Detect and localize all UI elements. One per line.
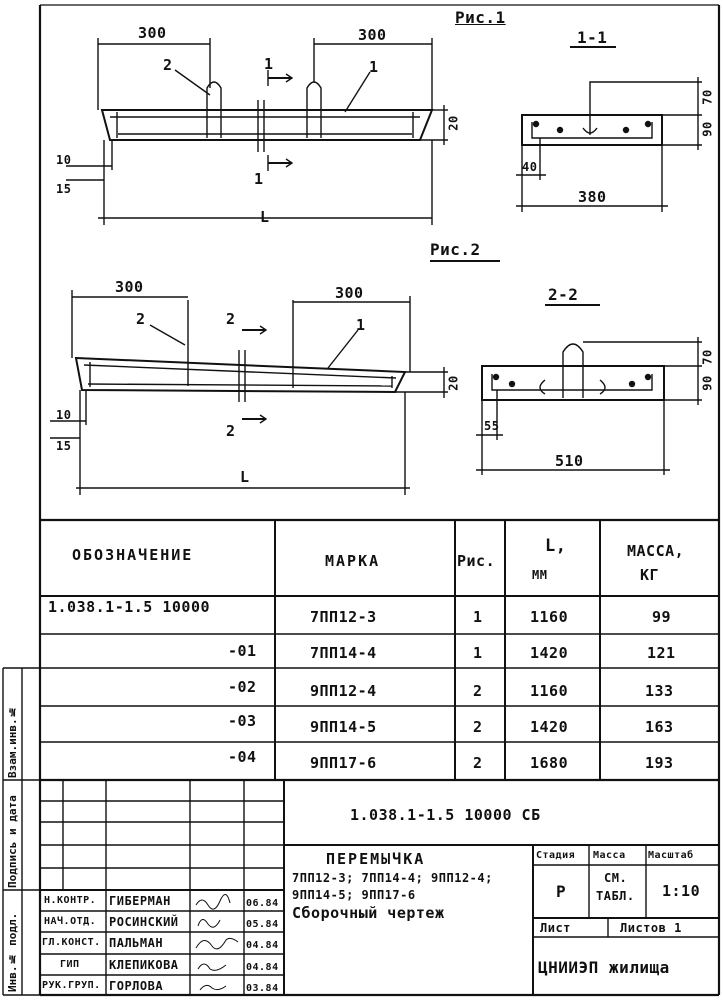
stamp-inv-orig: Инв.№ подл. <box>6 912 19 992</box>
row-designation: -04 <box>228 748 257 766</box>
row-mark: 7ПП12-3 <box>310 608 377 626</box>
fig1-length: L <box>260 208 270 226</box>
staff-date: 06.84 <box>246 898 279 909</box>
fig1-dim-15: 15 <box>56 182 72 196</box>
fig1-elevation <box>66 38 448 225</box>
row-length: 1160 <box>530 608 569 626</box>
section2-width: 510 <box>555 452 584 470</box>
row-fig: 2 <box>473 718 483 736</box>
header-fig: Рис. <box>457 552 496 570</box>
staff-date: 04.84 <box>246 962 279 973</box>
doc-code: 1.038.1-1.5 10000 СБ <box>350 806 541 824</box>
fig2-section-mark-bottom: 2 <box>226 422 236 440</box>
signature-gorlova <box>200 985 226 990</box>
section1-title: 1-1 <box>577 28 608 47</box>
stage-value: Р <box>556 882 567 901</box>
fig1-title: Рис.1 <box>455 8 506 27</box>
row-designation: -01 <box>228 642 257 660</box>
header-mark: МАРКА <box>325 552 381 570</box>
scale-value: 1:10 <box>662 882 701 900</box>
staff-name: ГОРЛОВА <box>109 979 164 993</box>
row-fig: 1 <box>473 608 483 626</box>
header-length: L, <box>545 536 567 556</box>
fig2-elevation <box>50 261 500 495</box>
mass-value-line2: ТАБЛ. <box>596 889 635 903</box>
fig1-callout-2: 2 <box>163 56 173 74</box>
row-mass: 99 <box>652 608 672 626</box>
signature-giberman <box>196 894 230 909</box>
sheet-label: Лист <box>540 921 571 935</box>
row-mass: 163 <box>645 718 674 736</box>
staff-name: ГИБЕРМАН <box>109 894 171 908</box>
row-designation: -03 <box>228 712 257 730</box>
fig2-length: L <box>240 468 250 486</box>
sheet-frame <box>40 5 719 995</box>
fig2-callout-1: 1 <box>356 316 366 334</box>
header-length-unit: ММ <box>532 568 548 582</box>
row-mark: 9ПП17-6 <box>310 754 377 772</box>
section1-dim-40: 40 <box>522 160 538 174</box>
staff-name: КЛЕПИКОВА <box>109 958 179 972</box>
mass-label: Масса <box>593 850 626 861</box>
section1-dim-90: 90 <box>700 121 715 137</box>
row-mark: 7ПП14-4 <box>310 644 377 662</box>
row-mass: 193 <box>645 754 674 772</box>
fig1-section-mark-top: 1 <box>264 55 274 73</box>
row-length: 1160 <box>530 682 569 700</box>
row-mark: 9ПП14-5 <box>310 718 377 736</box>
section2-dim-55: 55 <box>484 419 500 433</box>
staff-role: ГИП <box>60 959 80 970</box>
fig2-section-mark-top: 2 <box>226 310 236 328</box>
fig1-dim-20: 20 <box>446 115 461 131</box>
product-marks-line1: 7ПП12-3; 7ПП14-4; 9ПП12-4; <box>292 871 493 885</box>
sheets-label: Листов 1 <box>620 921 682 935</box>
row-length: 1680 <box>530 754 569 772</box>
signature-klepikova <box>198 964 226 970</box>
drawing-type: Сборочный чертеж <box>292 904 445 922</box>
fig1-dim-right: 300 <box>358 26 387 44</box>
row-mass: 133 <box>645 682 674 700</box>
header-mass: МАССА, <box>627 542 685 560</box>
row-length: 1420 <box>530 718 569 736</box>
row-designation: 1.038.1-1.5 10000 <box>48 598 211 616</box>
stamp-signature-date: Подпись и дата <box>6 795 19 888</box>
staff-role: НАЧ.ОТД. <box>44 916 97 927</box>
stage-label: Стадия <box>536 850 576 861</box>
staff-role: ГЛ.КОНСТ. <box>42 937 101 948</box>
mass-value-line1: СМ. <box>604 871 628 885</box>
section1-width: 380 <box>578 188 607 206</box>
fig1-section-mark-bottom: 1 <box>254 170 264 188</box>
signature-rosinsky <box>198 919 220 927</box>
fig1-dim-left: 300 <box>138 24 167 42</box>
fig2-dim-left: 300 <box>115 278 144 296</box>
scale-label: Масштаб <box>648 850 694 861</box>
staff-name: ПАЛЬМАН <box>109 936 164 950</box>
section2-dim-70: 70 <box>700 349 715 365</box>
fig2-title: Рис.2 <box>430 240 481 259</box>
row-fig: 1 <box>473 644 483 662</box>
row-mass: 121 <box>647 644 676 662</box>
stamp-replace-inv: Взам.инв.№ <box>6 705 19 778</box>
row-fig: 2 <box>473 682 483 700</box>
row-length: 1420 <box>530 644 569 662</box>
row-fig: 2 <box>473 754 483 772</box>
signature-palman <box>196 938 238 949</box>
fig2-dim-right: 300 <box>335 284 364 302</box>
section2-title: 2-2 <box>548 285 579 304</box>
product-name: ПЕРЕМЫЧКА <box>326 850 426 868</box>
staff-role: РУК.ГРУП. <box>42 980 101 991</box>
section1-view <box>516 47 702 212</box>
row-mark: 9ПП12-4 <box>310 682 377 700</box>
product-marks-line2: 9ПП14-5; 9ПП17-6 <box>292 888 416 902</box>
section1-dim-70: 70 <box>700 89 715 105</box>
fig1-callout-1: 1 <box>369 58 379 76</box>
section2-dim-90: 90 <box>700 375 715 391</box>
staff-date: 03.84 <box>246 983 279 994</box>
fig2-dim-20: 20 <box>446 375 461 391</box>
row-designation: -02 <box>228 678 257 696</box>
header-designation: ОБОЗНАЧЕНИЕ <box>72 546 194 564</box>
staff-date: 04.84 <box>246 940 279 951</box>
fig2-dim-15: 15 <box>56 439 72 453</box>
fig1-dim-10: 10 <box>56 153 72 167</box>
staff-date: 05.84 <box>246 919 279 930</box>
organization-name: ЦНИИЭП жилища <box>538 958 670 977</box>
fig2-dim-10: 10 <box>56 408 72 422</box>
staff-name: РОСИНСКИЙ <box>109 915 179 929</box>
section2-view <box>476 305 702 475</box>
staff-role: Н.КОНТР. <box>44 895 97 906</box>
fig2-callout-2: 2 <box>136 310 146 328</box>
header-mass-unit: КГ <box>640 566 660 584</box>
